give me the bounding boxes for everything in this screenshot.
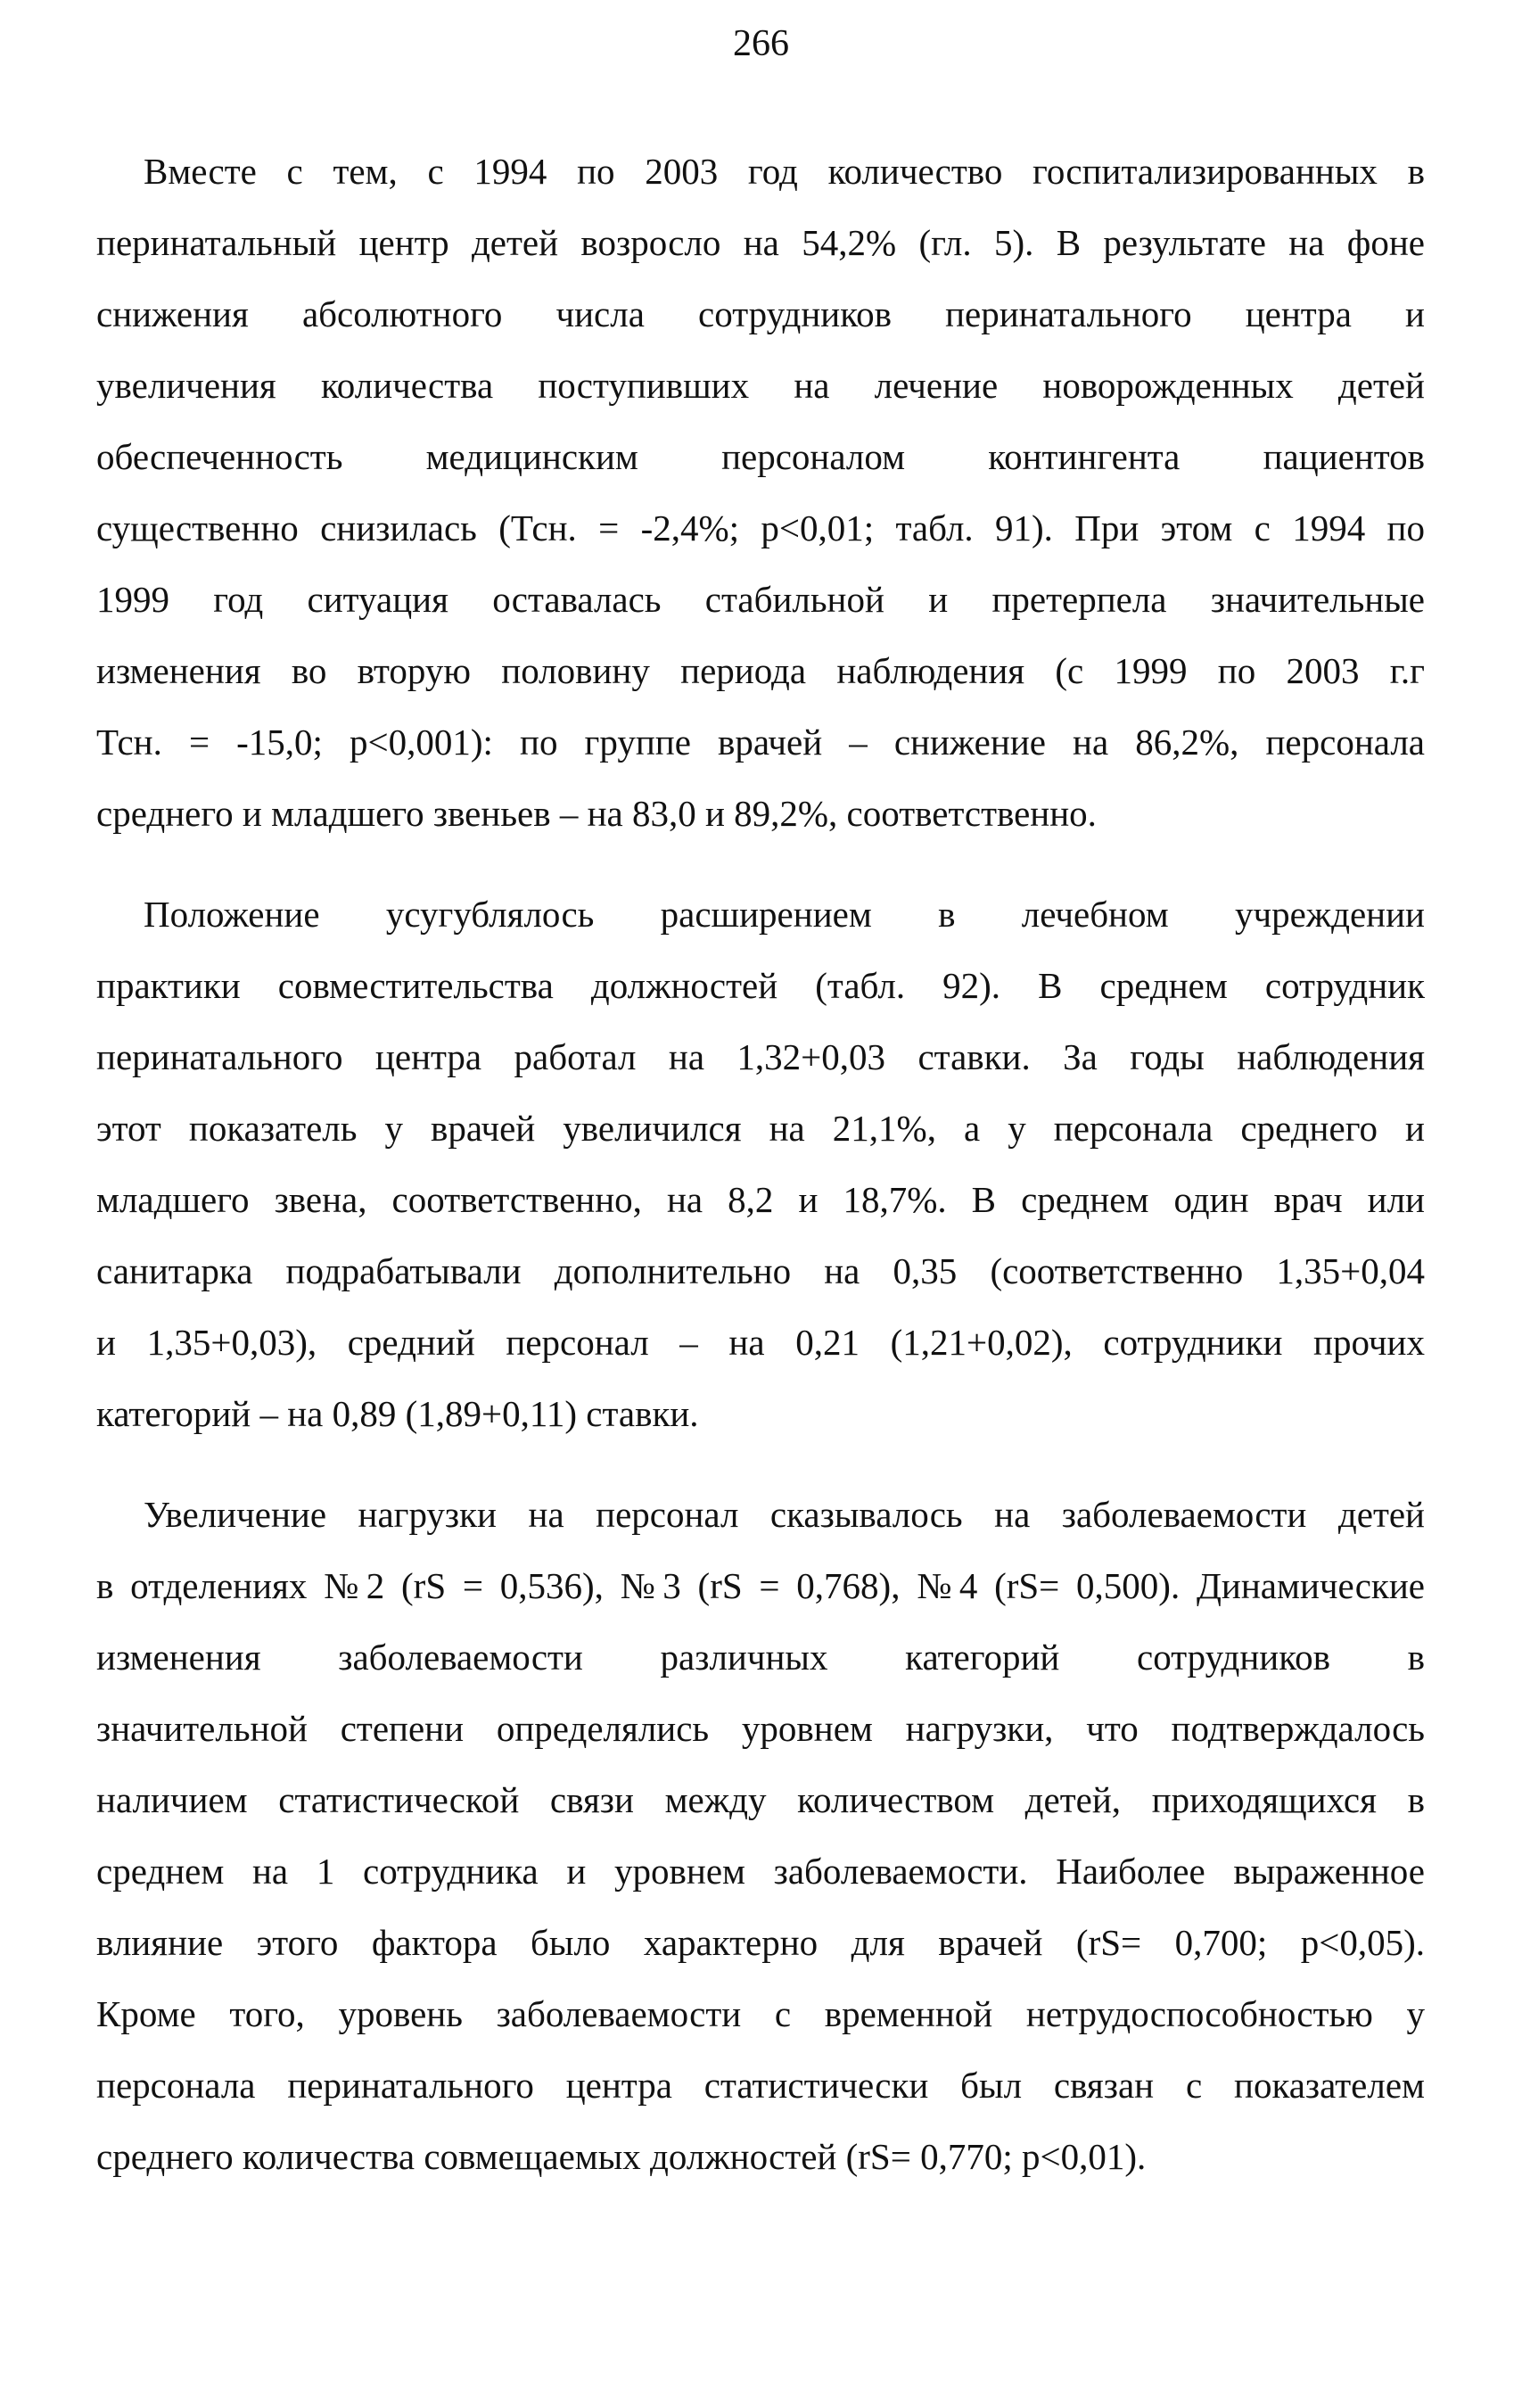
- text-line: наличием статистической связи между количеством детей, приходящихся в: [96, 1779, 1425, 1820]
- text-line: значительной степени определялись уровнем нагрузки, что подтверждалось: [96, 1708, 1425, 1749]
- text-line: этот показатель у врачей увеличился на 21,1%, а у персонала среднего и: [96, 1108, 1425, 1149]
- text-line: младшего звена, соответственно, на 8,2 и 18,7%. В среднем один врач или: [96, 1179, 1425, 1220]
- text-line: среднего количества совмещаемых должностей (rS= 0,770; p<0,01).: [96, 2136, 1147, 2177]
- text-line: Положение усугублялось расширением в лечебном учреждении: [144, 894, 1425, 935]
- text-line: Тсн. = -15,0; p<0,001): по группе врачей – снижение на 86,2%, персонала: [96, 722, 1425, 763]
- text-line: в отделениях №2 (rS = 0,536), №3 (rS = 0,768), №4 (rS= 0,500). Динамические: [96, 1565, 1425, 1606]
- text-line: увеличения количества поступивших на лечение новорожденных детей: [96, 365, 1425, 406]
- text-line: Увеличение нагрузки на персонал сказывалось на заболеваемости детей: [144, 1494, 1425, 1535]
- text-line: среднего и младшего звеньев – на 83,0 и 89,2%, соответственно.: [96, 793, 1097, 834]
- paragraph-1: [96, 136, 1425, 849]
- text-line: 1999 год ситуация оставалась стабильной и претерпела значительные: [96, 579, 1425, 620]
- paragraph-3: [96, 1479, 1425, 2192]
- text-line: Вместе с тем, с 1994 по 2003 год количество госпитализированных в: [144, 151, 1425, 192]
- text-line: изменения заболеваемости различных категорий сотрудников в: [96, 1637, 1425, 1678]
- text-line: перинатального центра работал на 1,32+0,03 ставки. За годы наблюдения: [96, 1036, 1425, 1077]
- text-line: практики совместительства должностей (табл. 92). В среднем сотрудник: [96, 965, 1425, 1006]
- text-line: существенно снизилась (Тсн. = -2,4%; p<0,01; табл. 91). При этом с 1994 по: [96, 507, 1425, 548]
- text-line: категорий – на 0,89 (1,89+0,11) ставки.: [96, 1393, 699, 1434]
- text-line: изменения во вторую половину периода наблюдения (с 1999 по 2003 г.г: [96, 650, 1425, 691]
- text-line: персонала перинатального центра статистически был связан с показателем: [96, 2065, 1425, 2106]
- text-line: влияние этого фактора было характерно для врачей (rS= 0,700; p<0,05).: [96, 1922, 1425, 1963]
- text-line: обеспеченность медицинским персоналом контингента пациентов: [96, 436, 1425, 477]
- paragraph-2: [96, 878, 1425, 1449]
- text-line: Кроме того, уровень заболеваемости с временной нетрудоспособностью у: [96, 1993, 1425, 2034]
- text-line: санитарка подрабатывали дополнительно на 0,35 (соответственно 1,35+0,04: [96, 1250, 1425, 1291]
- text-line: снижения абсолютного числа сотрудников перинатального центра и: [96, 293, 1425, 334]
- text-line: перинатальный центр детей возросло на 54,2% (гл. 5). В результате на фоне: [96, 222, 1425, 263]
- text-line: среднем на 1 сотрудника и уровнем заболеваемости. Наиболее выраженное: [96, 1851, 1425, 1892]
- text-line: и 1,35+0,03), средний персонал – на 0,21 (1,21+0,02), сотрудники прочих: [96, 1322, 1425, 1363]
- page-number: 266: [733, 23, 789, 64]
- body-text: [96, 136, 1425, 2222]
